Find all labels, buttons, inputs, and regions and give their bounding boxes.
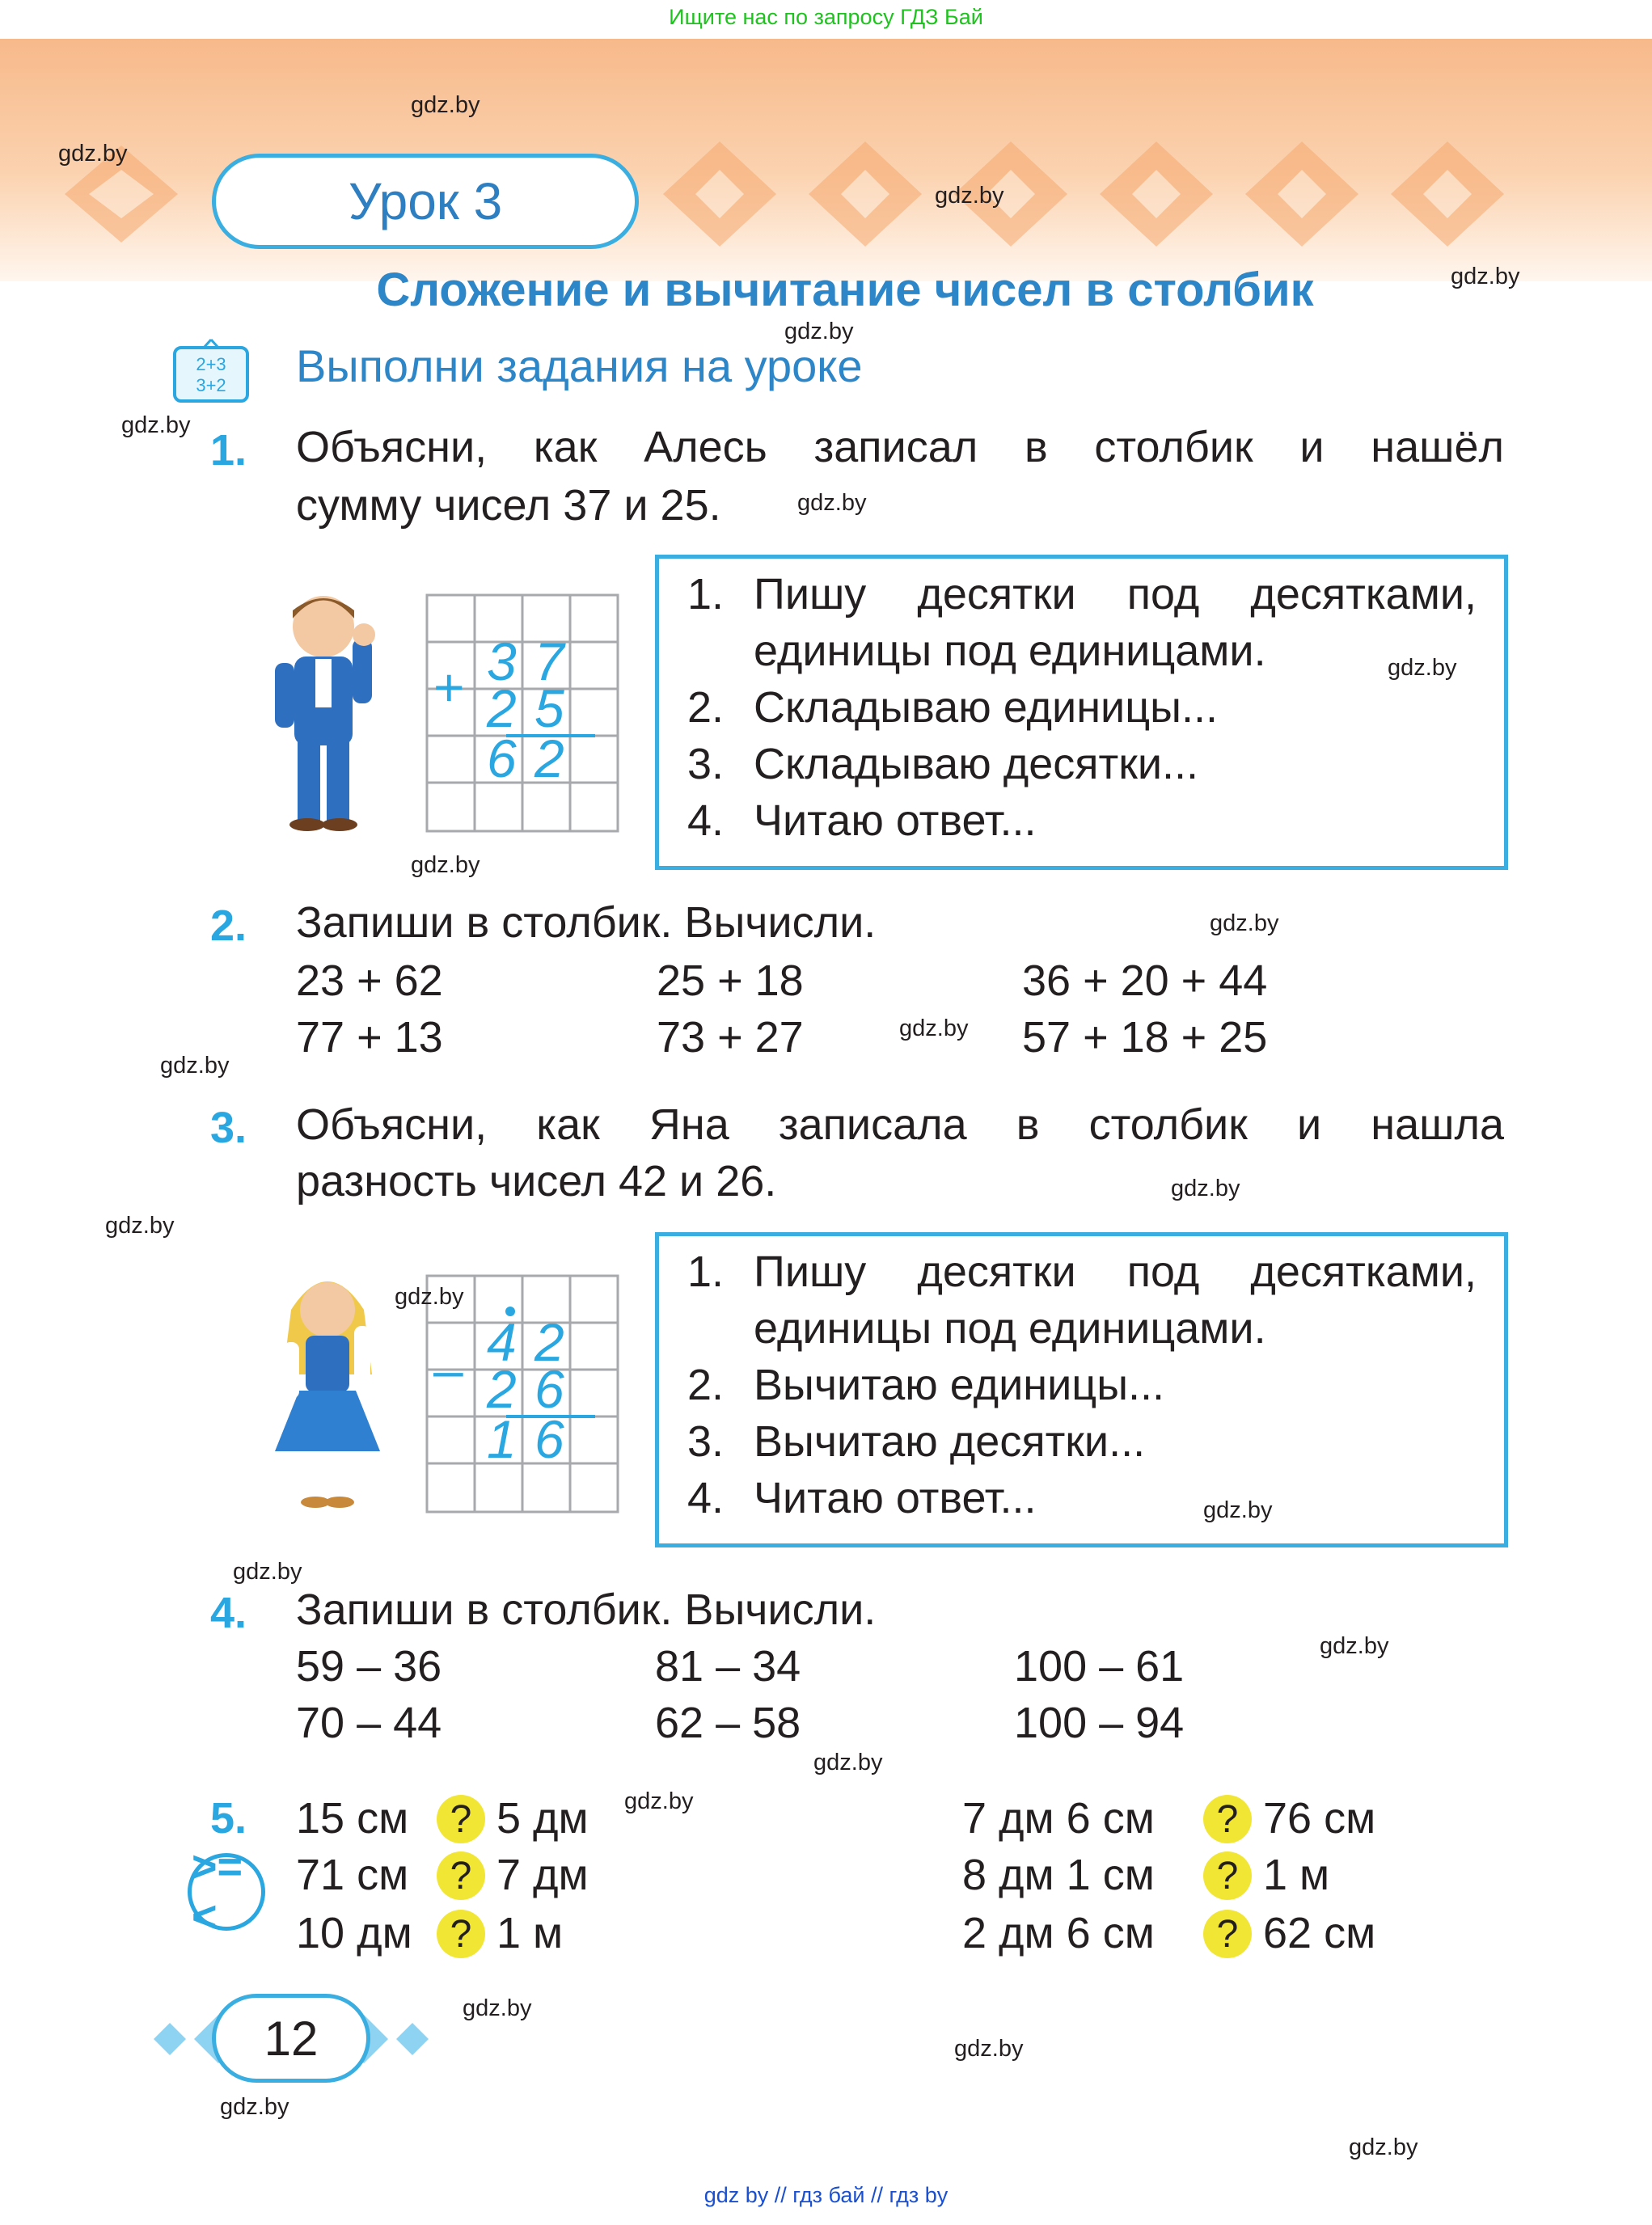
task-4-expr-5: 62 – 58 (655, 1699, 801, 1747)
ornament-right (663, 133, 1585, 255)
watermark: gdz.by (220, 2094, 289, 2120)
task-3-step-1-num: 1. (687, 1248, 725, 1296)
task-1-step-1-text: Пишу десятки под десятками, (754, 570, 1477, 619)
task-1-step-4-text: Читаю ответ... (754, 796, 1037, 845)
blackboard-icon (171, 338, 251, 404)
cmp-right-3-q: ? (1203, 1910, 1252, 1958)
lesson-label: Урок 3 (348, 172, 503, 230)
cmp-right-1-a: 7 дм 6 см (962, 1794, 1155, 1843)
task-1-step-2-text: Складываю единицы... (754, 683, 1218, 732)
girl-illustration (259, 1261, 396, 1512)
task-2-expr-2: 25 + 18 (657, 956, 804, 1005)
task-2-expr-6: 57 + 18 + 25 (1022, 1013, 1268, 1062)
difference-units: 6 (534, 1409, 564, 1469)
cmp-right-3-b: 62 см (1263, 1909, 1376, 1957)
blackboard-line-1: 2+3 (196, 354, 226, 374)
watermark: gdz.by (784, 319, 854, 344)
watermark: gdz.by (813, 1750, 883, 1775)
watermark: gdz.by (463, 1995, 532, 2021)
watermark: gdz.by (58, 141, 128, 167)
section-heading: Выполни задания на уроке (296, 340, 863, 391)
cmp-left-1-b: 5 дм (496, 1794, 589, 1843)
task-3-step-4-text: Читаю ответ... (754, 1474, 1037, 1522)
cmp-left-3-q: ? (437, 1910, 485, 1958)
task-3-line-1: Объясни, как Яна записала в столбик и нашла (296, 1100, 1504, 1149)
watermark: gdz.by (935, 183, 1004, 209)
cmp-right-2-b: 1 м (1263, 1851, 1330, 1899)
task-2-expr-3: 36 + 20 + 44 (1022, 956, 1268, 1005)
task-4-expr-3: 100 – 61 (1014, 1642, 1185, 1691)
footer-links[interactable]: gdz by // гдз бай // гдз by (703, 2183, 949, 2207)
watermark: gdz.by (160, 1053, 230, 1079)
task-3-step-3-text: Вычитаю десятки... (754, 1417, 1146, 1466)
cmp-right-1-q: ? (1203, 1795, 1252, 1843)
watermark: gdz.by (899, 1015, 969, 1041)
task-2-text: Запиши в столбик. Вычисли. (296, 898, 877, 947)
watermark: gdz.by (1349, 2134, 1418, 2160)
task-4-expr-4: 70 – 44 (296, 1699, 442, 1747)
watermark: gdz.by (1320, 1633, 1389, 1659)
task-1-number: 1. (210, 426, 247, 475)
difference-tens: 1 (487, 1409, 517, 1469)
task-3-line-2: разность чисел 42 и 26. (296, 1157, 777, 1205)
watermark: gdz.by (1210, 910, 1279, 936)
topic-title: Сложение и вычитание чисел в столбик (376, 264, 1314, 316)
task-2-expr-4: 77 + 13 (296, 1013, 443, 1062)
cmp-right-3-a: 2 дм 6 см (962, 1909, 1155, 1957)
task-3-step-2-text: Вычитаю единицы... (754, 1361, 1165, 1409)
watermark: gdz.by (954, 2036, 1024, 2062)
cmp-right-2-a: 8 дм 1 см (962, 1851, 1155, 1899)
lesson-label-box (212, 154, 639, 249)
task-3-step-3-num: 3. (687, 1417, 725, 1466)
task-3-step-4-num: 4. (687, 1474, 725, 1522)
cmp-left-2-a: 71 см (296, 1851, 409, 1899)
cmp-left-3-a: 10 дм (296, 1909, 412, 1957)
cmp-left-2-q: ? (437, 1851, 485, 1900)
task-3-step-2-num: 2. (687, 1361, 725, 1409)
watermark: gdz.by (121, 412, 191, 438)
cmp-left-1-q: ? (437, 1795, 485, 1843)
task-2-expr-1: 23 + 62 (296, 956, 443, 1005)
task-1-step-1-num: 1. (687, 570, 725, 619)
task-3-number: 3. (210, 1104, 247, 1152)
addend-2-units: 5 (534, 678, 564, 738)
addition-sign: + (433, 657, 465, 717)
boy-illustration (243, 582, 388, 833)
watermark: gdz.by (797, 490, 867, 516)
addend-2-tens: 2 (487, 678, 517, 738)
task-1-line-2: сумму чисел 37 и 25. (296, 481, 721, 530)
task-4-expr-6: 100 – 94 (1014, 1699, 1185, 1747)
minuend-tens: 4 (487, 1312, 517, 1372)
addend-1-tens: 3 (487, 631, 517, 691)
cmp-left-2-b: 7 дм (496, 1851, 589, 1899)
task-1-line-1: Объясни, как Алесь записал в столбик и нашёл (296, 423, 1504, 471)
task-5-number: 5. (210, 1794, 247, 1843)
page-number: 12 (212, 1994, 370, 2083)
task-4-expr-2: 81 – 34 (655, 1642, 801, 1691)
watermark: gdz.by (411, 92, 480, 118)
blackboard-line-2: 3+2 (196, 375, 226, 395)
task-2-expr-5: 73 + 27 (657, 1013, 804, 1062)
task-1-step-3-text: Складываю десятки... (754, 740, 1199, 788)
task-1-step-3-num: 3. (687, 740, 725, 788)
task-3-step-1-cont: единицы под единицами. (754, 1304, 1266, 1353)
task-1-step-4-num: 4. (687, 796, 725, 845)
task-4-text: Запиши в столбик. Вычисли. (296, 1585, 877, 1634)
watermark: gdz.by (1388, 655, 1457, 681)
cmp-right-2-q: ? (1203, 1851, 1252, 1900)
watermark: gdz.by (395, 1284, 464, 1310)
watermark: gdz.by (1171, 1176, 1240, 1201)
watermark: gdz.by (411, 852, 480, 878)
sum-units: 2 (534, 728, 564, 788)
subtrahend-tens: 2 (487, 1359, 517, 1419)
subtrahend-units: 6 (534, 1359, 564, 1419)
watermark: gdz.by (624, 1788, 694, 1814)
compare-icon: >=< (188, 1853, 265, 1931)
task-2-number: 2. (210, 901, 247, 950)
task-1-step-1-cont: единицы под единицами. (754, 627, 1266, 675)
top-banner-link[interactable]: Ищите нас по запросу ГДЗ Бай (669, 5, 983, 29)
addend-1-units: 7 (534, 631, 564, 691)
watermark: gdz.by (233, 1559, 302, 1585)
task-4-expr-1: 59 – 36 (296, 1642, 442, 1691)
cmp-left-1-a: 15 см (296, 1794, 409, 1843)
sum-tens: 6 (487, 728, 517, 788)
cmp-left-3-b: 1 м (496, 1909, 564, 1957)
minuend-units: 2 (534, 1312, 564, 1372)
task-4-number: 4. (210, 1589, 247, 1637)
task-1-step-2-num: 2. (687, 683, 725, 732)
watermark: gdz.by (1451, 264, 1520, 289)
watermark: gdz.by (1203, 1497, 1273, 1523)
task-3-step-1-text: Пишу десятки под десятками, (754, 1248, 1477, 1296)
top-banner[interactable] (0, 0, 1652, 39)
subtraction-sign: – (433, 1340, 463, 1400)
cmp-right-1-b: 76 см (1263, 1794, 1376, 1843)
watermark: gdz.by (105, 1213, 175, 1239)
